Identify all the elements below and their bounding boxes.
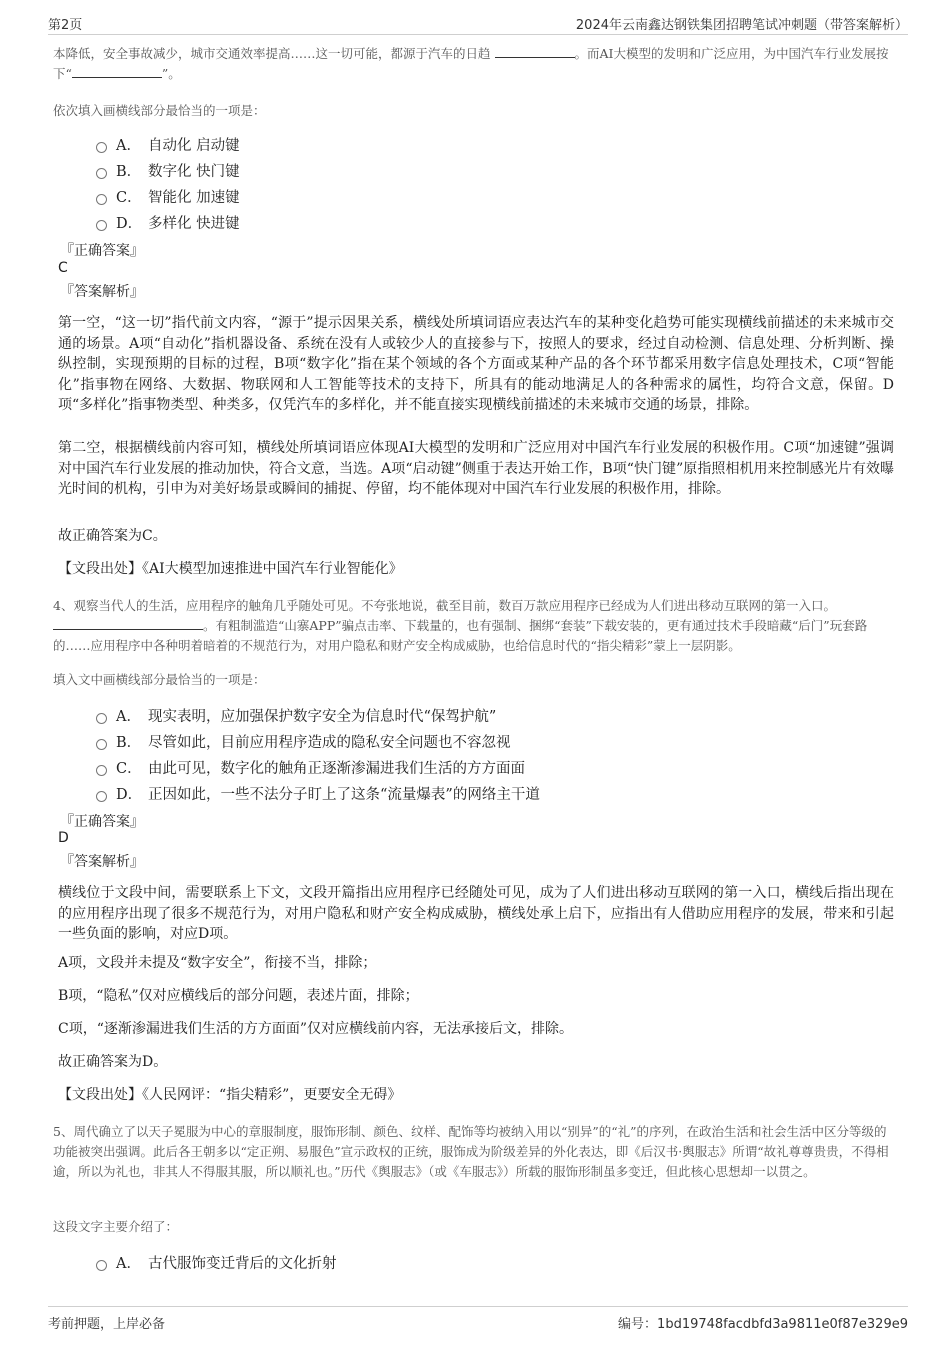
q3-analysis-para-1: 第一空，“这一切”指代前文内容，“源于”提示因果关系，横线处所填词语应表达汽车的某种变化趋势可能实现横线前描述的未来城市交通的场景。A项“自动化”指机器设备、系统在没有人或较少人的直接参与下，按照人的要求，经过自动检测、信息处理、分析判断、操纵控制，实现预期的目标的过程，B项“数字化”指在某个领域的各个方面或某种产品的各个环节都采用数字信息处理技术，C项“智能化”指事物在网络、大数据、物联网和人工智能等技术的支持下，所具有的能动地满足人的各种需求的属性，均符合文意，保留。D项“多样化”指事物类型、种类多，仅凭汽车的多样化，并不能直接实现横线前描述的未来城市交通的场景，排除。: [58, 315, 894, 413]
fill-blank-1: [495, 45, 575, 58]
q3-answer-label: 『正确答案』: [60, 243, 144, 259]
q3-option-b[interactable]: B． 数字化 快门键: [96, 158, 240, 182]
page-number: 第2页: [48, 18, 83, 33]
radio-icon[interactable]: [96, 713, 107, 724]
radio-icon[interactable]: [96, 765, 107, 776]
q3-option-a[interactable]: A． 自动化 启动键: [96, 132, 240, 156]
q3-option-d[interactable]: D． 多样化 快进键: [96, 210, 240, 234]
q4-option-c[interactable]: C． 由此可见，数字化的触角正逐渐渗漏进我们生活的方方面面: [96, 755, 525, 779]
q4-stem: 4、观察当代人的生活，应用程序的触角几乎随处可见。不夸张地说，截至目前，数百万款应用程序已经成为人们进出移动互联网的第一入口。 。有粗制滥造“山寨APP”骗点击率、下载量的，也有强制、捆绑“套装”下载安装的，更有通过技术手段暗藏“后门”玩套路的……应用程序中各种明着暗着的不规范行为，对用户隐私和财产安全构成威胁，也给信息时代的“指尖精彩”蒙上一层阴影。: [53, 598, 868, 653]
radio-icon[interactable]: [96, 168, 107, 179]
q4-lead: 填入文中画横线部分最恰当的一项是：: [53, 672, 266, 687]
q4-option-b[interactable]: B． 尽管如此，目前应用程序造成的隐私安全问题也不容忽视: [96, 729, 511, 753]
q4-analysis-label: 『答案解析』: [60, 854, 144, 870]
page-header: [48, 10, 908, 35]
radio-icon[interactable]: [96, 194, 107, 205]
radio-icon[interactable]: [96, 739, 107, 750]
page-footer: [48, 1306, 908, 1331]
document-title: 2024年云南鑫达钢铁集团招聘笔试冲刺题（带答案解析）: [575, 18, 908, 33]
q3-conclusion: 故正确答案为C。: [58, 528, 167, 544]
document-id: 编号：1bd19748facdbfd3a9811e0f87e329e9: [618, 1317, 908, 1332]
radio-icon[interactable]: [96, 220, 107, 231]
radio-icon[interactable]: [96, 791, 107, 802]
q4-option-d[interactable]: D． 正因如此，一些不法分子盯上了这条“流量爆表”的网络主干道: [96, 781, 540, 805]
q4-conclusion: 故正确答案为D。: [58, 1054, 168, 1070]
radio-icon[interactable]: [96, 1260, 107, 1271]
q4-analysis-option-a: A项，文段并未提及“数字安全”，衔接不当，排除；: [58, 955, 377, 971]
fill-blank: [53, 617, 203, 630]
q5-option-a[interactable]: A． 古代服饰变迁背后的文化折射: [96, 1250, 337, 1274]
q3-option-c[interactable]: C． 智能化 加速键: [96, 184, 240, 208]
q4-analysis-para-1: 横线位于文段中间，需要联系上下文，文段开篇指出应用程序已经随处可见，成为了人们进出移动互联网的第一入口，横线后指出现在的应用程序出现了很多不规范行为，对用户隐私和财产安全构成威胁，横线处承上启下，应指出有人借助应用程序的发展，带来和引起一些负面的影响，对应D项。: [58, 885, 894, 942]
q4-analysis-option-b: B项，“隐私”仅对应横线后的部分问题，表述片面，排除；: [58, 988, 419, 1004]
fill-blank-2: [72, 65, 162, 78]
q4-option-a[interactable]: A． 现实表明，应加强保护数字安全为信息时代“保驾护航”: [96, 703, 496, 727]
q4-answer: D: [58, 830, 69, 846]
q4-answer-label: 『正确答案』: [60, 814, 144, 830]
q5-lead: 这段文字主要介绍了：: [53, 1219, 179, 1234]
q3-stem: 本降低，安全事故减少，城市交通效率提高……这一切可能，都源于汽车的日趋 。而AI大模型的发明和广泛应用，为中国汽车行业发展按下“ ”。: [53, 46, 889, 81]
footer-slogan: 考前押题，上岸必备: [48, 1317, 166, 1332]
q3-analysis-label: 『答案解析』: [60, 284, 144, 300]
q3-source: 【文段出处】《AI大模型加速推进中国汽车行业智能化》: [58, 561, 403, 577]
q3-analysis-para-2: 第二空，根据横线前内容可知，横线处所填词语应体现AI大模型的发明和广泛应用对中国汽车行业发展的积极作用。C项“加速键”强调对中国汽车行业发展的推动加快，符合文意，当选。A项“启动键”侧重于表达开始工作，B项“快门键”原指照相机用来控制感光片有效曝光时间的机构，引申为对美好场景或瞬间的捕捉、停留，均不能体现对中国汽车行业发展的积极作用，排除。: [58, 440, 894, 497]
q3-answer: C: [58, 260, 68, 276]
q5-stem: 5、周代确立了以天子冕服为中心的章服制度，服饰形制、颜色、纹样、配饰等均被纳入用以“别异”的“礼”的序列，在政治生活和社会生活中区分等级的功能被突出强调。此后各王朝多以“定正朔、易服色”宣示政权的正统，服饰成为阶级差异的外化表达，即《后汉书·舆服志》所谓“故礼尊尊贵贵，不得相逾，所以为礼也，非其人不得服其服，所以顺礼也。”历代《舆服志》（或《车服志》）所载的服饰形制虽多变迁，但此核心思想却一以贯之。: [53, 1124, 889, 1179]
q4-analysis-option-c: C项，“逐渐渗漏进我们生活的方方面面”仅对应横线前内容，无法承接后文，排除。: [58, 1021, 574, 1037]
q4-source: 【文段出处】《人民网评：“指尖精彩”，更要安全无碍》: [58, 1087, 402, 1103]
radio-icon[interactable]: [96, 142, 107, 153]
q3-lead: 依次填入画横线部分最恰当的一项是：: [53, 103, 266, 118]
